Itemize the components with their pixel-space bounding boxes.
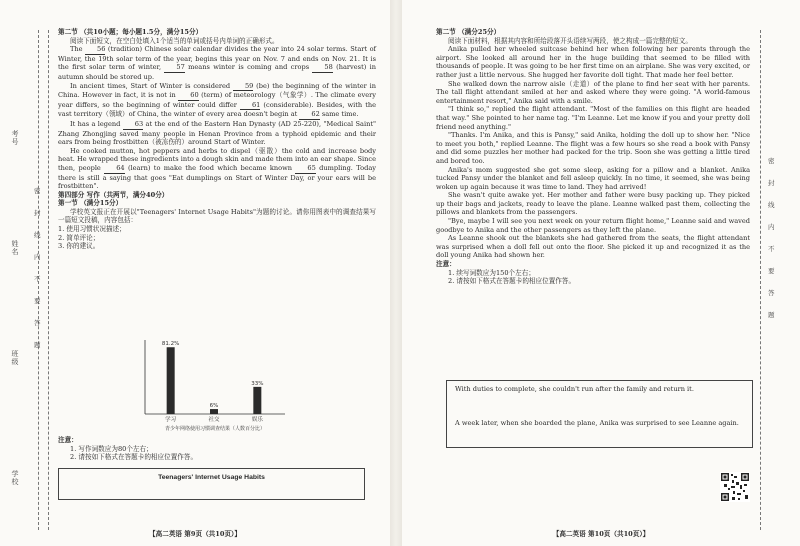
chart-category-label: 娱乐 xyxy=(251,417,263,423)
story-paragraph: Anika pulled her wheeled suitcase behind her when following her parents through the airport. She looked all around her in the huge building that seemed to be filled with thousands of people. It was going to be her first time on an airplane. She was very excited, or rather just a little nervous. She hugged her favorite doll tight. That made her feel better. xyxy=(436,45,750,79)
writing-sec1-header: 第一节 （满分15分） xyxy=(58,199,123,208)
chart-bar xyxy=(167,347,175,414)
chart-data-label: 81.2% xyxy=(161,341,180,348)
note-item: 2. 请按如下格式在答题卡的相应位置作答。 xyxy=(70,453,198,462)
seal-char: 不 xyxy=(768,245,775,253)
blank-58: 58 xyxy=(312,63,332,73)
passage-p2: In ancient times, Start of Winter is considered 59 (be) the beginning of the winter in China. However in fact, it is not in 60 (term) of meteorology（气象学）. The climate every year differs, so the beginning of winter could differ 61 (considerable). Besides, with the vast territory（领域）of China, the winter of every area doesn't begin at 62 same time. xyxy=(58,81,376,119)
seal-char: 答 xyxy=(34,319,41,327)
seal-char: 题 xyxy=(34,341,41,349)
blank-62: 62 xyxy=(299,110,319,120)
answer-box-title: Teenagers' Internet Usage Habits xyxy=(158,474,265,481)
part4-header: 第四部分 写作（共两节，满分40分） xyxy=(58,190,169,199)
blank-65: 65 xyxy=(295,164,315,174)
passage-p1: The 56 (tradition) Chinese solar calendar divides the year into 24 solar terms. Start of Winter, the 19th solar term of the year, begins this year on Nov. 7 and ends on Nov. 21. It is the first solar term of winter, 57 means winter is coming and crops 58 (harvest) in autumn should be stored up. xyxy=(58,45,376,81)
seal-char: 封 xyxy=(34,209,41,217)
blank-64: 64 xyxy=(104,164,124,174)
list-item: 2. 简单评论； xyxy=(58,233,100,242)
blank-57: 57 xyxy=(164,63,184,73)
binding-line-right xyxy=(760,30,761,530)
blank-61: 61 xyxy=(240,101,260,111)
label-class: 班级 xyxy=(11,350,19,366)
left-content xyxy=(58,28,376,251)
answer-box xyxy=(58,468,365,500)
story-paragraph: "I think so," replied the flight attendant. "Most of the families on this flight are headed that way." She pointed to her name tag. "I'm Leanne. Let me know if you and your pretty doll friend need anything." xyxy=(436,105,750,131)
prompt-2: A week later, when she boarded the plane, Anika was surprised to see Leanne again. xyxy=(455,419,739,427)
seal-char: 线 xyxy=(768,201,775,209)
writing-notes xyxy=(58,436,376,462)
page-footer-9: 【高二英语 第9页（共10页）】 xyxy=(149,530,241,538)
sec2-header: 第二节 （满分25分） xyxy=(436,28,501,36)
seal-char: 要 xyxy=(768,267,775,275)
seal-line-text-right xyxy=(768,150,777,326)
writing-sec1-instruction: 学校英文报正在开展以"Teenagers' Internet Usage Habits"为题的讨论。请你用图表中的调查结果写一篇短文投稿，内容包括： xyxy=(58,207,376,225)
seal-char: 不 xyxy=(34,275,41,283)
left-page xyxy=(0,0,390,546)
writing-sec1-items xyxy=(58,225,376,251)
binding-line-inner xyxy=(48,30,49,530)
sec2-instruction: 阅读下面材料，根据其内容和所给段落开头语续写两段，使之构成一篇完整的短文。 xyxy=(448,36,692,45)
chart-bar xyxy=(253,387,261,414)
seal-char: 密 xyxy=(34,187,41,195)
notes-title: 注意： xyxy=(58,436,78,444)
bar-chart xyxy=(135,336,295,432)
section2-header: 第二节 （共10小题；每小题1.5分，满分15分） xyxy=(58,28,203,36)
label-exam-number: 考号 xyxy=(11,130,19,146)
label-school: 学校 xyxy=(11,470,19,486)
note-item: 2. 请按如下格式在答题卡的相应位置作答。 xyxy=(448,277,576,286)
story-paragraph: She wasn't quite awake yet. Her mother and father were busy packing up. They picked up their bags and jackets, ready to leave the plane. Leanne walked past them, collecting the pillows and blankets from the passengers. xyxy=(436,191,750,217)
list-item: 3. 你的建议。 xyxy=(58,242,100,251)
blank-63: 63 xyxy=(123,120,143,130)
passage-p3: It has a legend 63 at the end of the Eastern Han Dynasty (AD 25-220), "Medical Saint" Zhang Zhongjing saved many people in Henan Province from a typhoid epidemic and their ears from being frostbitten（被冻伤的）around Start of Winter. xyxy=(58,119,377,147)
chart-category-label: 社交 xyxy=(208,417,220,423)
seal-line-text xyxy=(34,180,43,356)
book-gutter xyxy=(390,0,402,546)
right-page xyxy=(402,0,800,546)
seal-char: 线 xyxy=(34,231,41,239)
story-paragraph: She walked down the narrow aisle（走道）of the plane to find her seat with her parents. The tall flight attendant smiled at her and asked where they were going. "A world-famous entertainment resort," Anika said with a smile. xyxy=(436,79,750,105)
label-name: 姓名 xyxy=(11,240,19,256)
chart-data-label: 6% xyxy=(209,403,219,410)
blank-56: 56 xyxy=(85,45,105,55)
seal-char: 要 xyxy=(34,297,41,305)
notes-title: 注意： xyxy=(436,260,456,269)
seal-char: 密 xyxy=(768,157,775,165)
seal-char: 内 xyxy=(34,253,41,261)
list-item: 1. 使用习惯状况描述； xyxy=(58,225,126,234)
prompt-1: With duties to complete, she couldn't run after the family and return it. xyxy=(455,385,694,393)
right-content xyxy=(436,28,750,286)
chart-category-label: 学习 xyxy=(165,417,177,423)
seal-char: 题 xyxy=(768,311,775,319)
qr-code-icon xyxy=(720,472,750,502)
section2-instruction: 阅读下面短文，在空白处填入1个适当的单词或括号内单词的正确形式。 xyxy=(70,36,279,45)
story-paragraph: "Thanks. I'm Anika, and this is Pansy," said Anika, holding the doll up to show her. "Nice to meet you both," replied Leanne. The flight was a few hours so she read a book with Pansy and did some puzzles her mother had packed for the trip. Soon she was getting a little tired and bored too. xyxy=(436,131,750,165)
passage-p4: He cooked mutton, hot peppers and herbs to dispel（驱散）the cold and increase body heat. He wrapped these ingredients into a dough skin and made them into an ear shape. Since then, people 64 (learn) to make the food which became known 65 dumpling. Today there is still a saying that goes "Eat dumplings on Start of Winter Day, or your ears will be frostbitten". xyxy=(58,146,376,191)
seal-char: 封 xyxy=(768,179,775,187)
page-footer-10: 【高二英语 第10页（共10页）】 xyxy=(552,530,650,538)
seal-char: 答 xyxy=(768,289,775,297)
chart-title: 青少年网络使用习惯调查结果（人数百分比） xyxy=(164,426,266,432)
story-paragraph: "Bye, maybe I will see you next week on your return flight home," Leanne said and waved goodbye to Anika and the other passengers as they left the plane. xyxy=(436,217,750,234)
note-item: 1. 写作词数应为80个左右； xyxy=(70,444,153,453)
story-paragraph: Anika's mom suggested she get some sleep, asking for a pillow and a blanket. Anika tucked Pansy under the blanket and fell asleep quickly. In no time, it seemed, she was being woken up again because it was time to land. They had arrived! xyxy=(436,165,750,191)
chart-bar xyxy=(210,409,218,414)
chart-data-label: 33% xyxy=(251,380,264,387)
blank-59: 59 xyxy=(233,82,253,92)
story-paragraph: As Leanne shook out the blankets she had gathered from the seats, the flight attendant was surprised when a doll fell out onto the floor. She picked it up and recognized it as the doll young Anika had shown her. xyxy=(436,234,750,260)
blank-60: 60 xyxy=(178,91,198,101)
continuation-box xyxy=(446,380,753,448)
seal-char: 内 xyxy=(768,223,775,231)
note-item: 1. 续写词数应为150个左右； xyxy=(448,268,535,277)
